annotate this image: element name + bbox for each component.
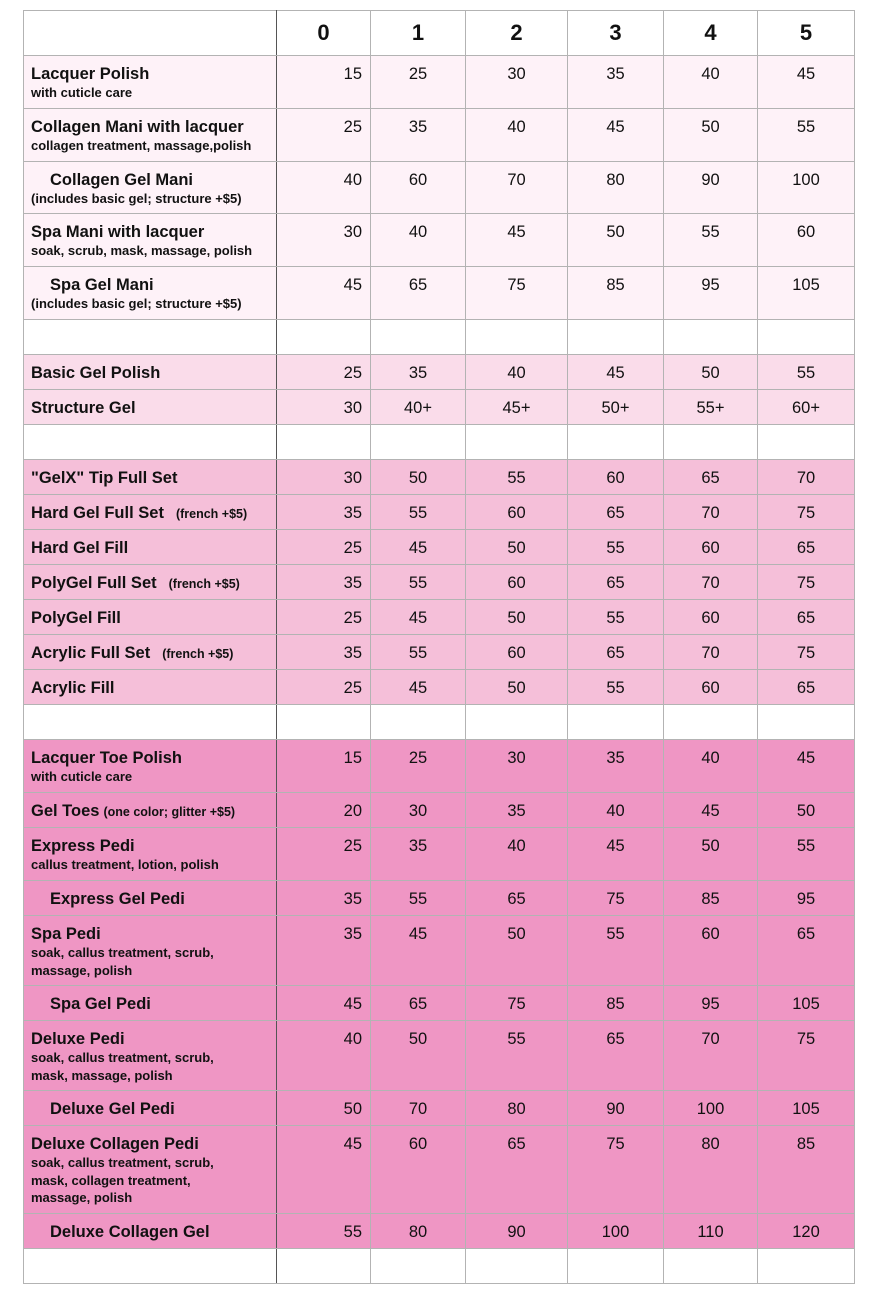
service-cell: [24, 670, 277, 705]
service-cell: [24, 916, 277, 986]
service-title-text: Spa Gel Pedi: [50, 995, 151, 1013]
price-cell: 60: [371, 162, 466, 214]
service-title: [31, 995, 270, 1014]
service-cell: [24, 986, 277, 1021]
price-cell: 110: [664, 1214, 758, 1249]
service-title-text: Structure Gel: [31, 399, 136, 417]
price-cell: 50: [568, 214, 664, 267]
service-cell: [24, 267, 277, 320]
price-cell: 30: [371, 793, 466, 828]
price-cell: 35: [277, 635, 371, 670]
price-cell: 65: [371, 267, 466, 320]
price-cell: 70: [664, 1021, 758, 1091]
spacer-cell: [466, 705, 568, 740]
spacer-row: [24, 425, 855, 460]
header-corner: [24, 11, 277, 56]
price-cell: 40: [568, 793, 664, 828]
service-cell: [24, 881, 277, 916]
price-cell: 50: [758, 793, 855, 828]
price-cell: 60: [466, 635, 568, 670]
price-cell: 45: [758, 56, 855, 109]
service-title: [31, 223, 270, 242]
price-cell: 50: [664, 828, 758, 881]
price-cell: 50: [466, 670, 568, 705]
price-cell: 85: [758, 1126, 855, 1214]
price-cell: 50: [664, 109, 758, 162]
service-title: [31, 539, 270, 558]
price-cell: 45: [277, 1126, 371, 1214]
price-cell: 55: [466, 1021, 568, 1091]
price-cell: 25: [371, 56, 466, 109]
service-title: [31, 890, 270, 909]
price-cell: 60: [664, 600, 758, 635]
service-title: [31, 364, 270, 383]
service-cell: [24, 390, 277, 425]
spacer-row: [24, 320, 855, 355]
spacer-cell: [466, 425, 568, 460]
price-cell: 55: [277, 1214, 371, 1249]
service-cell: [24, 635, 277, 670]
spacer-row: [24, 705, 855, 740]
price-cell: 30: [277, 460, 371, 495]
service-cell: [24, 600, 277, 635]
price-cell: 100: [568, 1214, 664, 1249]
service-row: [24, 355, 855, 390]
price-cell: 55: [371, 565, 466, 600]
spacer-cell: [277, 705, 371, 740]
price-cell: 95: [664, 267, 758, 320]
price-cell: 50: [466, 600, 568, 635]
service-description: with cuticle care: [31, 85, 133, 100]
service-title: [31, 609, 270, 628]
price-cell: 65: [371, 986, 466, 1021]
spacer-cell: [277, 320, 371, 355]
service-cell: [24, 793, 277, 828]
price-cell: 35: [568, 740, 664, 793]
spacer-cell: [24, 320, 277, 355]
price-cell: 95: [758, 881, 855, 916]
service-title: [31, 1100, 270, 1119]
service-cell: [24, 1126, 277, 1214]
service-cell: [24, 460, 277, 495]
service-title: [31, 749, 270, 768]
price-cell: 25: [277, 530, 371, 565]
price-cell: 45: [664, 793, 758, 828]
service-cell: [24, 214, 277, 267]
service-title-text: Deluxe Gel Pedi: [50, 1100, 175, 1118]
spacer-cell: [568, 425, 664, 460]
price-cell: 70: [466, 162, 568, 214]
price-cell: 50: [664, 355, 758, 390]
price-cell: 25: [371, 740, 466, 793]
price-cell: 15: [277, 740, 371, 793]
service-cell: [24, 828, 277, 881]
column-header: 1: [371, 11, 466, 56]
spacer-cell: [371, 705, 466, 740]
service-row: [24, 1091, 855, 1126]
service-title-text: Express Gel Pedi: [50, 890, 185, 908]
price-cell: 70: [758, 460, 855, 495]
price-cell: 60: [466, 565, 568, 600]
service-description: collagen treatment, massage,polish: [31, 138, 252, 153]
service-cell: [24, 355, 277, 390]
price-cell: 70: [664, 635, 758, 670]
price-cell: 20: [277, 793, 371, 828]
price-table: [23, 10, 855, 1284]
service-row: [24, 56, 855, 109]
price-cell: 35: [466, 793, 568, 828]
price-cell: 70: [664, 565, 758, 600]
service-title-text: Hard Gel Full Set: [31, 504, 164, 522]
service-row: [24, 460, 855, 495]
service-description: mask, massage, polish: [31, 1067, 173, 1083]
price-cell: 25: [277, 109, 371, 162]
price-cell: 50: [466, 530, 568, 565]
service-row: [24, 740, 855, 793]
service-title-text: Gel Toes: [31, 802, 100, 820]
price-cell: 75: [466, 267, 568, 320]
price-cell: 75: [758, 565, 855, 600]
price-cell: 75: [758, 635, 855, 670]
price-cell: 65: [758, 600, 855, 635]
spacer-cell: [277, 1249, 371, 1284]
price-cell: 75: [568, 1126, 664, 1214]
price-cell: 55: [466, 460, 568, 495]
service-cell: [24, 162, 277, 214]
spacer-cell: [758, 705, 855, 740]
price-cell: 40: [466, 109, 568, 162]
price-cell: 35: [371, 828, 466, 881]
service-title: [31, 399, 270, 418]
service-cell: [24, 740, 277, 793]
price-cell: 70: [664, 495, 758, 530]
service-description: soak, scrub, mask, massage, polish: [31, 243, 253, 258]
service-title-text: PolyGel Full Set: [31, 574, 157, 592]
spacer-cell: [371, 1249, 466, 1284]
price-cell: 40: [466, 828, 568, 881]
price-cell: 45: [277, 986, 371, 1021]
price-cell: 25: [277, 600, 371, 635]
service-row: [24, 916, 855, 986]
service-row: [24, 267, 855, 320]
price-cell: 30: [466, 740, 568, 793]
price-cell: 35: [277, 916, 371, 986]
spacer-cell: [24, 705, 277, 740]
price-cell: 55: [568, 670, 664, 705]
service-extra-note: (one color; glitter +$5): [103, 805, 236, 819]
spacer-cell: [371, 425, 466, 460]
price-cell: 80: [466, 1091, 568, 1126]
service-title-text: PolyGel Fill: [31, 609, 121, 627]
price-cell: 100: [758, 162, 855, 214]
service-row: [24, 495, 855, 530]
price-cell: 95: [664, 986, 758, 1021]
service-cell: [24, 495, 277, 530]
service-title-text: Deluxe Collagen Pedi: [31, 1135, 199, 1153]
column-header: 4: [664, 11, 758, 56]
price-cell: 75: [568, 881, 664, 916]
price-cell: 85: [664, 881, 758, 916]
service-title: [31, 171, 270, 190]
price-cell: 40: [277, 162, 371, 214]
price-cell: 60: [664, 916, 758, 986]
price-cell: 30: [466, 56, 568, 109]
price-cell: 65: [758, 670, 855, 705]
price-cell: 105: [758, 267, 855, 320]
price-cell: 75: [466, 986, 568, 1021]
service-row: [24, 881, 855, 916]
price-cell: 60: [758, 214, 855, 267]
price-cell: 80: [371, 1214, 466, 1249]
price-cell: 55: [371, 635, 466, 670]
service-row: [24, 635, 855, 670]
service-title-text: Collagen Mani with lacquer: [31, 118, 244, 136]
price-cell: 90: [568, 1091, 664, 1126]
price-cell: 60: [466, 495, 568, 530]
column-header: 5: [758, 11, 855, 56]
price-cell: 45: [568, 109, 664, 162]
price-cell: 35: [568, 56, 664, 109]
spacer-cell: [758, 320, 855, 355]
price-cell: 60: [371, 1126, 466, 1214]
column-header: 3: [568, 11, 664, 56]
price-cell: 85: [568, 986, 664, 1021]
service-title-text: "GelX" Tip Full Set: [31, 469, 178, 487]
price-cell: 65: [466, 881, 568, 916]
service-row: [24, 670, 855, 705]
price-cell: 100: [664, 1091, 758, 1126]
service-row: [24, 565, 855, 600]
spacer-cell: [371, 320, 466, 355]
service-title: [31, 925, 270, 944]
service-row: [24, 1021, 855, 1091]
price-cell: 55: [568, 916, 664, 986]
column-header: 0: [277, 11, 371, 56]
price-cell: 35: [277, 881, 371, 916]
price-cell: 30: [277, 390, 371, 425]
service-description: soak, callus treatment, scrub,: [31, 945, 214, 960]
service-cell: [24, 1214, 277, 1249]
spacer-cell: [664, 425, 758, 460]
spacer-cell: [758, 1249, 855, 1284]
price-cell: 45: [371, 600, 466, 635]
service-title: [31, 276, 270, 295]
service-title-text: Lacquer Polish: [31, 65, 150, 83]
service-row: [24, 214, 855, 267]
service-description: (includes basic gel; structure +$5): [31, 296, 242, 311]
service-title: [31, 1223, 270, 1242]
service-title: [31, 65, 270, 84]
price-cell: 55: [758, 355, 855, 390]
price-cell: 15: [277, 56, 371, 109]
service-description: massage, polish: [31, 962, 133, 978]
service-row: [24, 793, 855, 828]
price-cell: 105: [758, 986, 855, 1021]
price-cell: 65: [568, 635, 664, 670]
price-cell: 85: [568, 267, 664, 320]
service-title: [31, 1135, 270, 1154]
service-title: [31, 504, 270, 524]
price-cell: 65: [758, 916, 855, 986]
price-cell: 60+: [758, 390, 855, 425]
price-cell: 55: [758, 109, 855, 162]
service-row: [24, 390, 855, 425]
price-cell: 65: [568, 565, 664, 600]
service-row: [24, 1126, 855, 1214]
price-cell: 105: [758, 1091, 855, 1126]
price-cell: 40+: [371, 390, 466, 425]
price-cell: 50+: [568, 390, 664, 425]
service-description: callus treatment, lotion, polish: [31, 857, 219, 872]
price-cell: 50: [371, 460, 466, 495]
spacer-row: [24, 1249, 855, 1284]
price-cell: 45: [371, 670, 466, 705]
service-title: [31, 1030, 270, 1049]
service-description: soak, callus treatment, scrub,: [31, 1155, 214, 1170]
service-title-text: Acrylic Full Set: [31, 644, 151, 662]
price-cell: 65: [758, 530, 855, 565]
price-cell: 35: [277, 565, 371, 600]
service-row: [24, 600, 855, 635]
service-description: mask, collagen treatment,: [31, 1172, 191, 1188]
spacer-cell: [758, 425, 855, 460]
service-title-text: Express Pedi: [31, 837, 135, 855]
price-cell: 40: [371, 214, 466, 267]
spacer-cell: [24, 425, 277, 460]
price-cell: 50: [466, 916, 568, 986]
service-row: [24, 109, 855, 162]
price-cell: 55: [664, 214, 758, 267]
service-row: [24, 828, 855, 881]
price-cell: 65: [568, 1021, 664, 1091]
price-cell: 55+: [664, 390, 758, 425]
service-extra-note: (french +$5): [162, 647, 234, 661]
service-title: [31, 837, 270, 856]
service-title: [31, 802, 270, 822]
spacer-cell: [466, 320, 568, 355]
price-cell: 75: [758, 495, 855, 530]
price-cell: 55: [371, 495, 466, 530]
service-title: [31, 644, 270, 664]
service-description: with cuticle care: [31, 769, 133, 784]
service-title-text: Lacquer Toe Polish: [31, 749, 182, 767]
spacer-cell: [568, 1249, 664, 1284]
price-cell: 45: [371, 530, 466, 565]
service-title: [31, 679, 270, 698]
price-cell: 65: [568, 495, 664, 530]
price-cell: 90: [466, 1214, 568, 1249]
price-cell: 45: [568, 828, 664, 881]
service-cell: [24, 56, 277, 109]
price-cell: 60: [664, 670, 758, 705]
price-cell: 55: [371, 881, 466, 916]
price-cell: 40: [277, 1021, 371, 1091]
price-cell: 90: [664, 162, 758, 214]
price-cell: 30: [277, 214, 371, 267]
price-cell: 65: [466, 1126, 568, 1214]
price-cell: 45: [277, 267, 371, 320]
spacer-cell: [664, 1249, 758, 1284]
price-cell: 25: [277, 828, 371, 881]
service-title-text: Deluxe Pedi: [31, 1030, 125, 1048]
service-title-text: Spa Pedi: [31, 925, 101, 943]
service-title: [31, 469, 270, 488]
price-cell: 80: [568, 162, 664, 214]
price-cell: 25: [277, 670, 371, 705]
price-cell: 40: [664, 56, 758, 109]
price-cell: 35: [277, 495, 371, 530]
service-title: [31, 574, 270, 594]
price-cell: 45: [466, 214, 568, 267]
service-title-text: Spa Gel Mani: [50, 276, 154, 294]
price-cell: 45: [568, 355, 664, 390]
header-row: [24, 11, 855, 56]
price-cell: 65: [664, 460, 758, 495]
spacer-cell: [664, 705, 758, 740]
price-cell: 60: [664, 530, 758, 565]
price-cell: 45+: [466, 390, 568, 425]
column-header: 2: [466, 11, 568, 56]
service-title: [31, 118, 270, 137]
price-cell: 70: [371, 1091, 466, 1126]
service-row: [24, 986, 855, 1021]
spacer-cell: [277, 425, 371, 460]
price-cell: 25: [277, 355, 371, 390]
price-cell: 50: [371, 1021, 466, 1091]
price-cell: 45: [371, 916, 466, 986]
service-cell: [24, 109, 277, 162]
service-cell: [24, 530, 277, 565]
service-cell: [24, 1091, 277, 1126]
price-cell: 35: [371, 355, 466, 390]
service-description: soak, callus treatment, scrub,: [31, 1050, 214, 1065]
price-cell: 75: [758, 1021, 855, 1091]
price-cell: 40: [664, 740, 758, 793]
spacer-cell: [568, 320, 664, 355]
service-cell: [24, 565, 277, 600]
price-cell: 45: [758, 740, 855, 793]
service-row: [24, 1214, 855, 1249]
price-cell: 35: [371, 109, 466, 162]
price-cell: 40: [466, 355, 568, 390]
service-cell: [24, 1021, 277, 1091]
service-description: massage, polish: [31, 1190, 133, 1205]
spacer-cell: [466, 1249, 568, 1284]
spacer-cell: [664, 320, 758, 355]
price-cell: 55: [568, 600, 664, 635]
service-title-text: Spa Mani with lacquer: [31, 223, 205, 241]
service-row: [24, 530, 855, 565]
price-cell: 60: [568, 460, 664, 495]
service-title-text: Hard Gel Fill: [31, 539, 129, 557]
service-title-text: Deluxe Collagen Gel: [50, 1223, 210, 1241]
service-row: [24, 162, 855, 214]
service-description: (includes basic gel; structure +$5): [31, 191, 242, 206]
price-cell: 80: [664, 1126, 758, 1214]
service-title-text: Basic Gel Polish: [31, 364, 161, 382]
spacer-cell: [568, 705, 664, 740]
spacer-cell: [24, 1249, 277, 1284]
price-cell: 55: [758, 828, 855, 881]
service-extra-note: (french +$5): [168, 577, 240, 591]
price-cell: 55: [568, 530, 664, 565]
service-extra-note: (french +$5): [175, 507, 248, 521]
price-cell: 120: [758, 1214, 855, 1249]
price-cell: 50: [277, 1091, 371, 1126]
service-title-text: Collagen Gel Mani: [50, 171, 194, 189]
service-title-text: Acrylic Fill: [31, 679, 115, 697]
